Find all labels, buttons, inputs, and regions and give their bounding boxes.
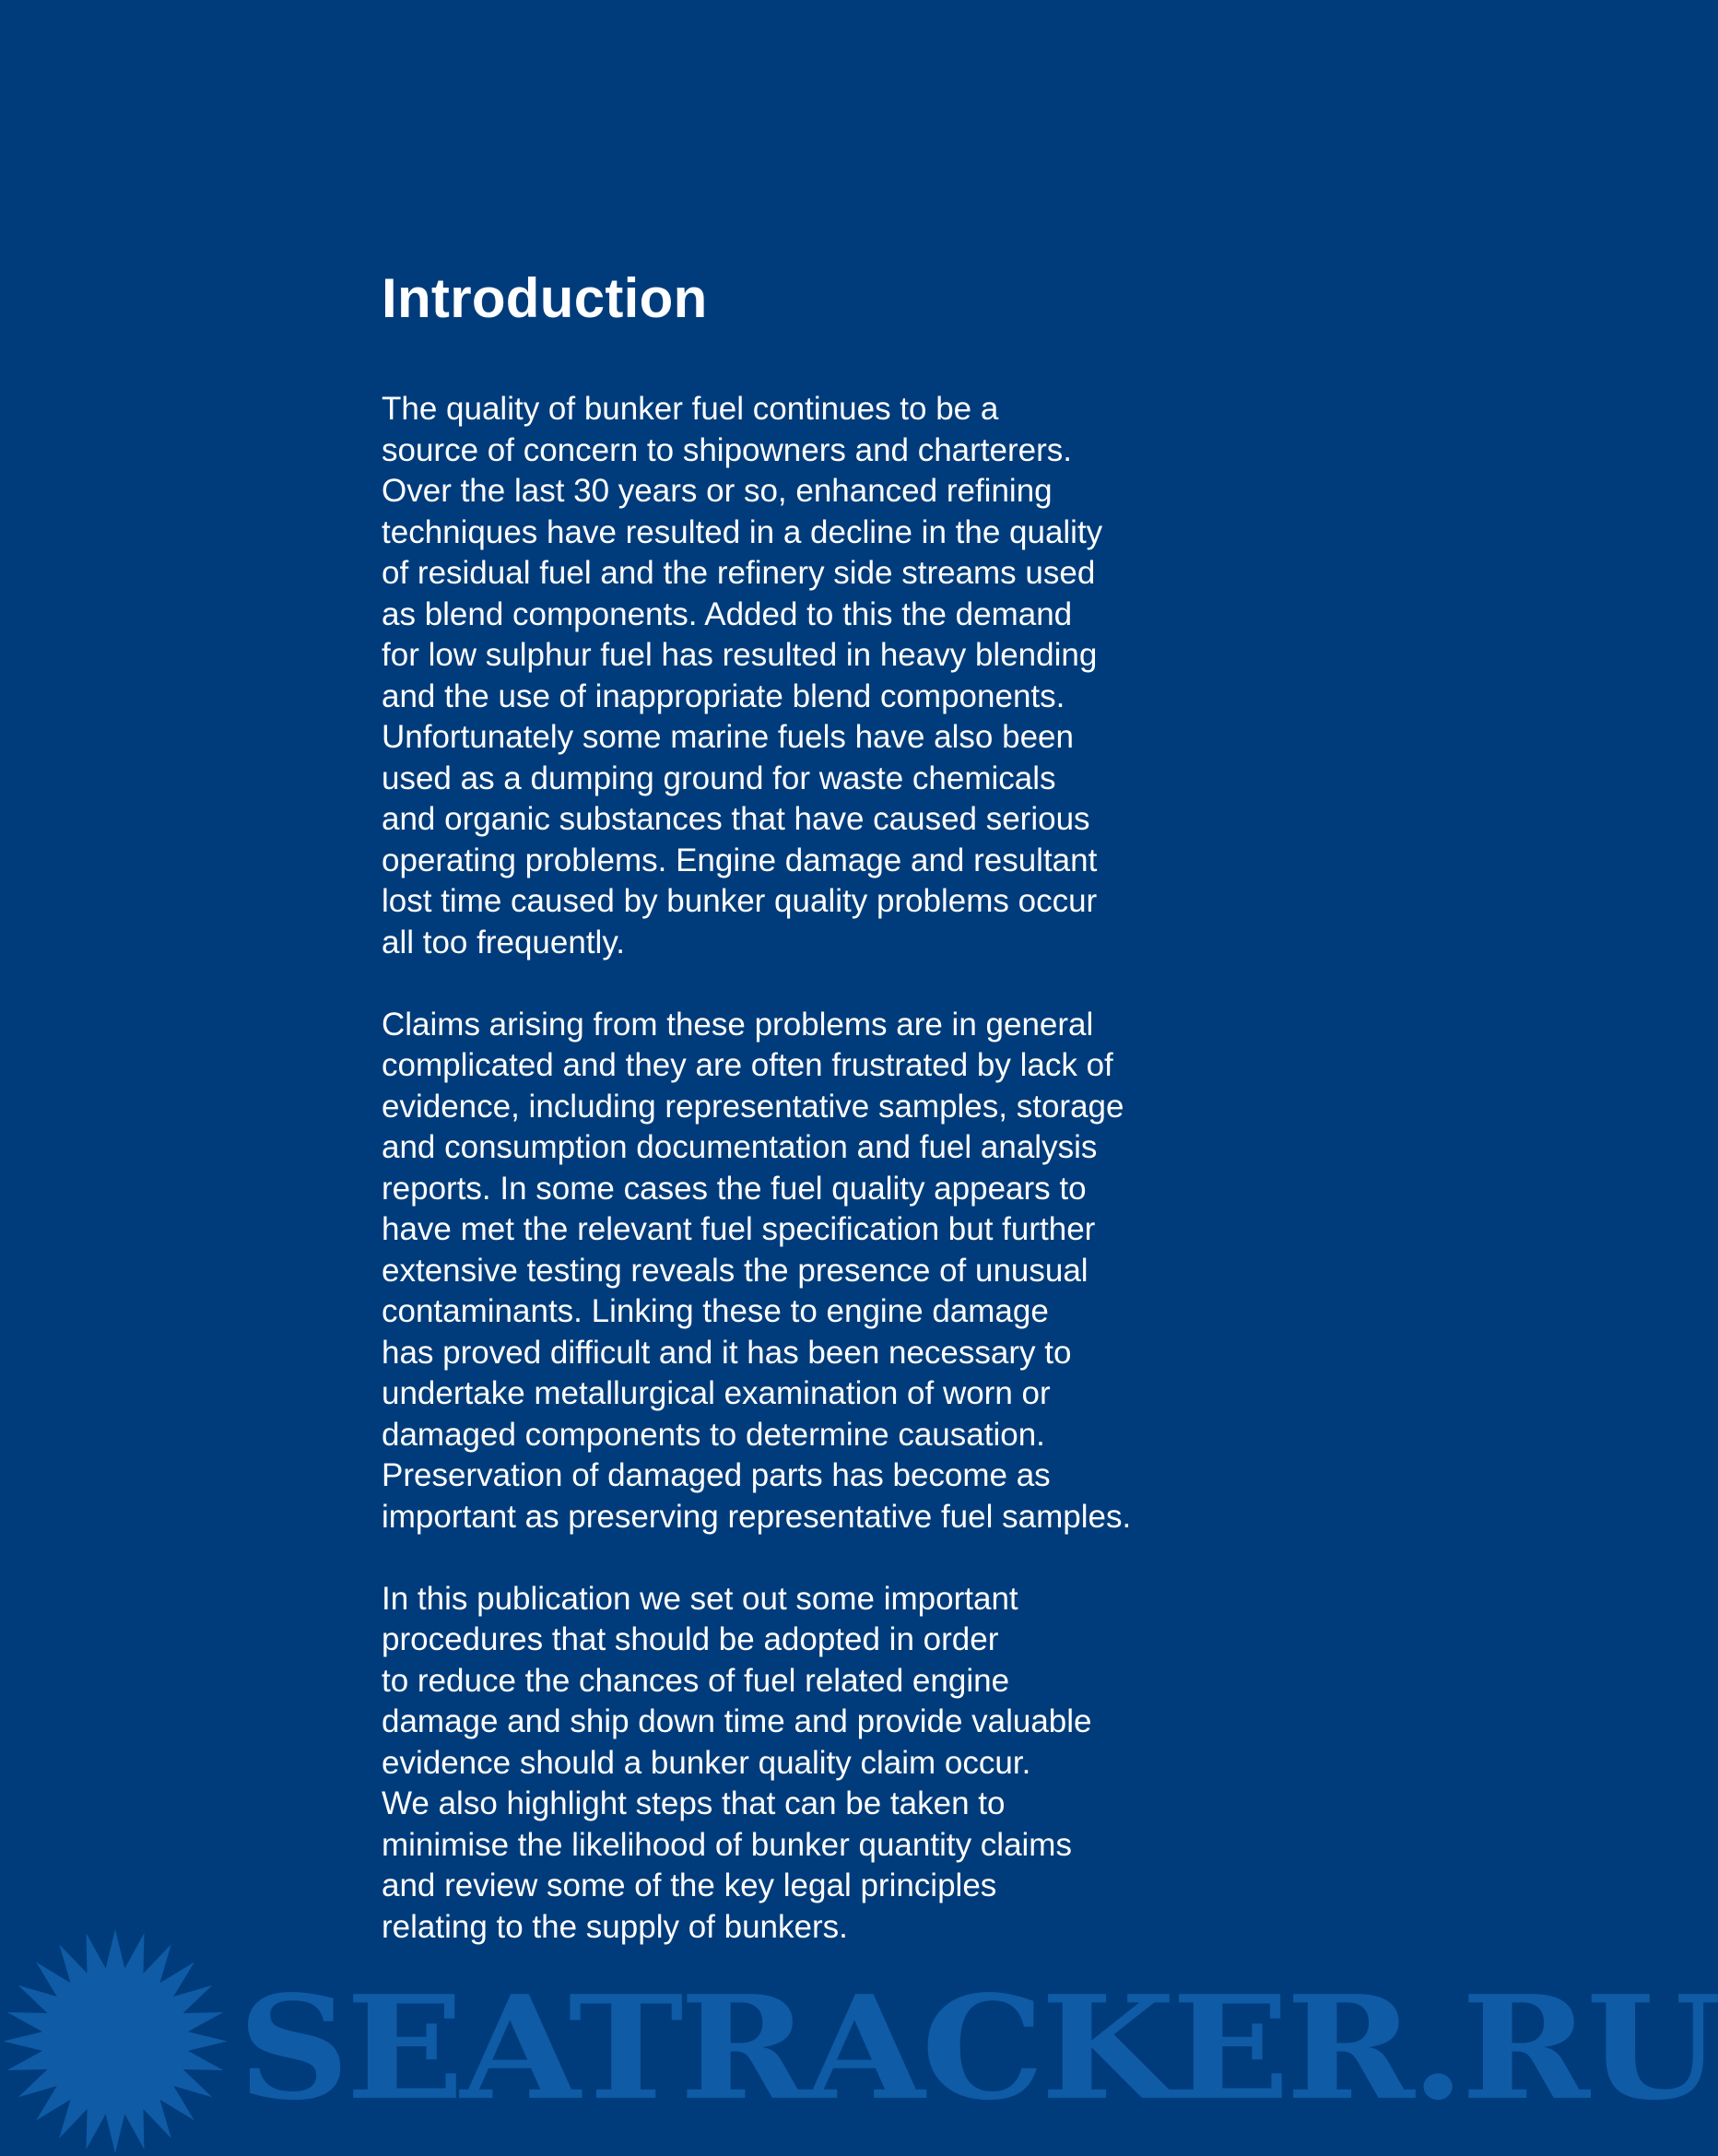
body-text (382, 389, 1165, 1948)
text-line: has proved difficult and it has been necessary to (382, 1334, 1072, 1371)
text-line: The quality of bunker fuel continues to be a (382, 391, 999, 427)
text-line: and review some of the key legal principles (382, 1867, 997, 1903)
page-title: Introduction (382, 267, 708, 329)
text-line: relating to the supply of bunkers. (382, 1908, 848, 1945)
text-line: damage and ship down time and provide valuable (382, 1703, 1092, 1739)
text-line: Over the last 30 years or so, enhanced refining (382, 473, 1053, 509)
text-line: In this publication we set out some important (382, 1580, 1018, 1617)
text-line: damaged components to determine causation. (382, 1416, 1045, 1453)
text-line: used as a dumping ground for waste chemicals (382, 760, 1056, 796)
content-column (382, 260, 1165, 1989)
text-line: procedures that should be adopted in order (382, 1621, 999, 1657)
text-line: Preservation of damaged parts has become as (382, 1457, 1051, 1493)
text-line: source of concern to shipowners and charterers. (382, 431, 1072, 468)
text-line: contaminants. Linking these to engine damage (382, 1293, 1049, 1329)
text-line: reports. In some cases the fuel quality appears to (382, 1170, 1087, 1207)
text-line: Claims arising from these problems are in general (382, 1006, 1094, 1043)
text-line: complicated and they are often frustrated by lack of (382, 1047, 1113, 1083)
paragraph-1 (382, 389, 1165, 963)
text-line: evidence, including representative samples, storage (382, 1088, 1124, 1125)
text-line: extensive testing reveals the presence of unusual (382, 1252, 1088, 1289)
text-line: and the use of inappropriate blend components. (382, 677, 1065, 714)
sun-burst-icon (0, 1926, 230, 2156)
text-line: operating problems. Engine damage and resultant (382, 842, 1098, 878)
text-line: minimise the likelihood of bunker quantity claims (382, 1826, 1072, 1863)
paragraph-3 (382, 1579, 1165, 1949)
watermark (0, 1926, 1718, 2156)
text-line: to reduce the chances of fuel related engine (382, 1662, 1010, 1699)
text-line: and organic substances that have caused serious (382, 801, 1090, 837)
text-line: techniques have resulted in a decline in the quality (382, 513, 1103, 550)
text-line: lost time caused by bunker quality problems occur (382, 883, 1098, 919)
paragraph-2 (382, 1005, 1165, 1538)
text-line: Unfortunately some marine fuels have also been (382, 719, 1074, 755)
text-line: important as preserving representative fuel samples. (382, 1498, 1132, 1535)
text-line: for low sulphur fuel has resulted in heavy blending (382, 637, 1098, 673)
watermark-text: SEATRACKER.RU (238, 1963, 1718, 2132)
text-line: as blend components. Added to this the demand (382, 595, 1073, 632)
text-line: evidence should a bunker quality claim occur. (382, 1744, 1031, 1781)
text-line: all too frequently. (382, 924, 625, 960)
text-line: undertake metallurgical examination of worn or (382, 1375, 1051, 1411)
text-line: and consumption documentation and fuel analysis (382, 1129, 1098, 1165)
text-line: We also highlight steps that can be taken to (382, 1785, 1006, 1821)
text-line: of residual fuel and the refinery side streams used (382, 555, 1096, 591)
text-line: have met the relevant fuel specification but further (382, 1211, 1096, 1247)
